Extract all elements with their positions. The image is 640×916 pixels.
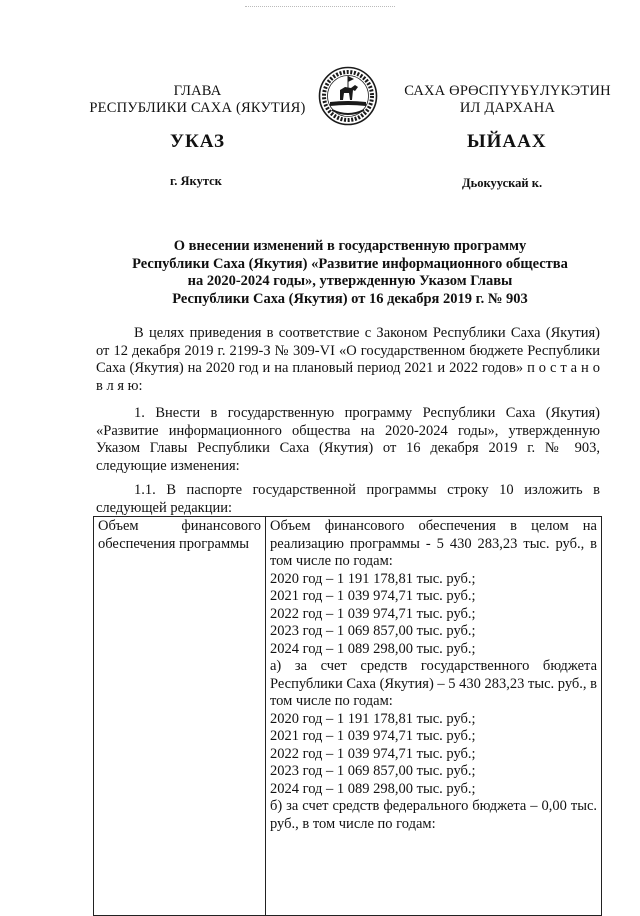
paragraph-item-1-text: 1. Внести в государственную программу Республики Саха (Якутия) «Развитие информационного общества на 2020-2024 годы», утвержденную Указом Главы Республики Саха (Якутия) от 16 декабря 2019 г. № 903, следующие изменения: xyxy=(96,405,600,474)
table-row xyxy=(94,517,602,916)
title-line2: Республики Саха (Якутия) «Развитие информационного общества xyxy=(132,255,568,272)
header-left xyxy=(80,83,315,117)
funding-line: 2021 год – 1 039 974,71 тыс. руб.; xyxy=(270,588,476,604)
paragraph-preamble xyxy=(96,325,600,395)
city-sakha: Дьокуускай к. xyxy=(462,176,543,190)
label-line-2: обеспечения программы xyxy=(98,535,250,552)
paragraph-preamble-text: В целях приведения в соответствие с Законом Республики Саха (Якутия) от 12 декабря 2019 г. 2199-З № 309-VI «О государственном бюджете Республики Саха (Якутия) на 2020 год и на плановый период 2021 и 2022 годов» п о с т а н о в л я ю: xyxy=(96,325,600,394)
title-line3: на 2020-2024 годы», утвержденную Указом Главы xyxy=(187,273,513,289)
passport-table xyxy=(93,516,602,916)
table-cell-value xyxy=(266,517,602,916)
city-ru: г. Якутск xyxy=(170,174,222,188)
funding-line: 2023 год – 1 069 857,00 тыс. руб.; xyxy=(270,763,476,779)
header-right-line2: ИЛ ДАРХАНА xyxy=(459,100,556,116)
funding-line: Объем финансового обеспечения в целом на реализацию программы - 5 430 283,23 тыс. руб., в том числе по годам: xyxy=(270,518,597,569)
label-word-1: Объем xyxy=(98,518,139,534)
funding-line: 2023 год – 1 069 857,00 тыс. руб.; xyxy=(270,623,476,639)
doc-type-ru: УКАЗ xyxy=(170,131,225,152)
top-scan-mark xyxy=(245,6,395,8)
funding-line: 2022 год – 1 039 974,71 тыс. руб.; xyxy=(270,605,476,622)
header-right xyxy=(390,83,625,117)
funding-line: б) за счет средств федерального бюджета – 0,00 тыс. руб., в том числе по годам: xyxy=(270,798,597,832)
header-right-line1: САХА ӨРӨСПҮҮБҮЛҮКЭТИН xyxy=(404,83,611,99)
paragraph-item-1-1-text: 1.1. В паспорте государственной программы строку 10 изложить в следующей редакции: xyxy=(96,482,600,516)
funding-line: 2024 год – 1 089 298,00 тыс. руб.; xyxy=(270,780,476,797)
paragraph-item-1-1 xyxy=(96,482,600,517)
paragraph-item-1 xyxy=(96,405,600,475)
table-cell-label xyxy=(94,517,266,916)
funding-line: 2024 год – 1 089 298,00 тыс. руб.; xyxy=(270,640,476,657)
funding-line: 2021 год – 1 039 974,71 тыс. руб.; xyxy=(270,728,476,744)
label-word-2: финансового xyxy=(181,518,261,534)
funding-line: 2020 год – 1 191 178,81 тыс. руб.; xyxy=(270,710,476,727)
funding-line: 2022 год – 1 039 974,71 тыс. руб.; xyxy=(270,745,476,762)
doc-type-sakha: ЫЙААХ xyxy=(467,131,547,152)
decree-title xyxy=(100,238,600,308)
title-line4: Республики Саха (Якутия) от 16 декабря 2019 г. № 903 xyxy=(172,290,528,307)
funding-line: а) за счет средств государственного бюджета Республики Саха (Якутия) – 5 430 283,23 тыс. руб., в том числе по годам: xyxy=(270,658,598,709)
funding-line: 2020 год – 1 191 178,81 тыс. руб.; xyxy=(270,570,476,587)
title-line1: О внесении изменений в государственную программу xyxy=(173,238,527,254)
coat-of-arms-emblem-icon xyxy=(318,66,378,126)
header-left-line1: ГЛАВА xyxy=(173,83,222,99)
header-left-line2: РЕСПУБЛИКИ САХА (ЯКУТИЯ) xyxy=(89,100,306,116)
